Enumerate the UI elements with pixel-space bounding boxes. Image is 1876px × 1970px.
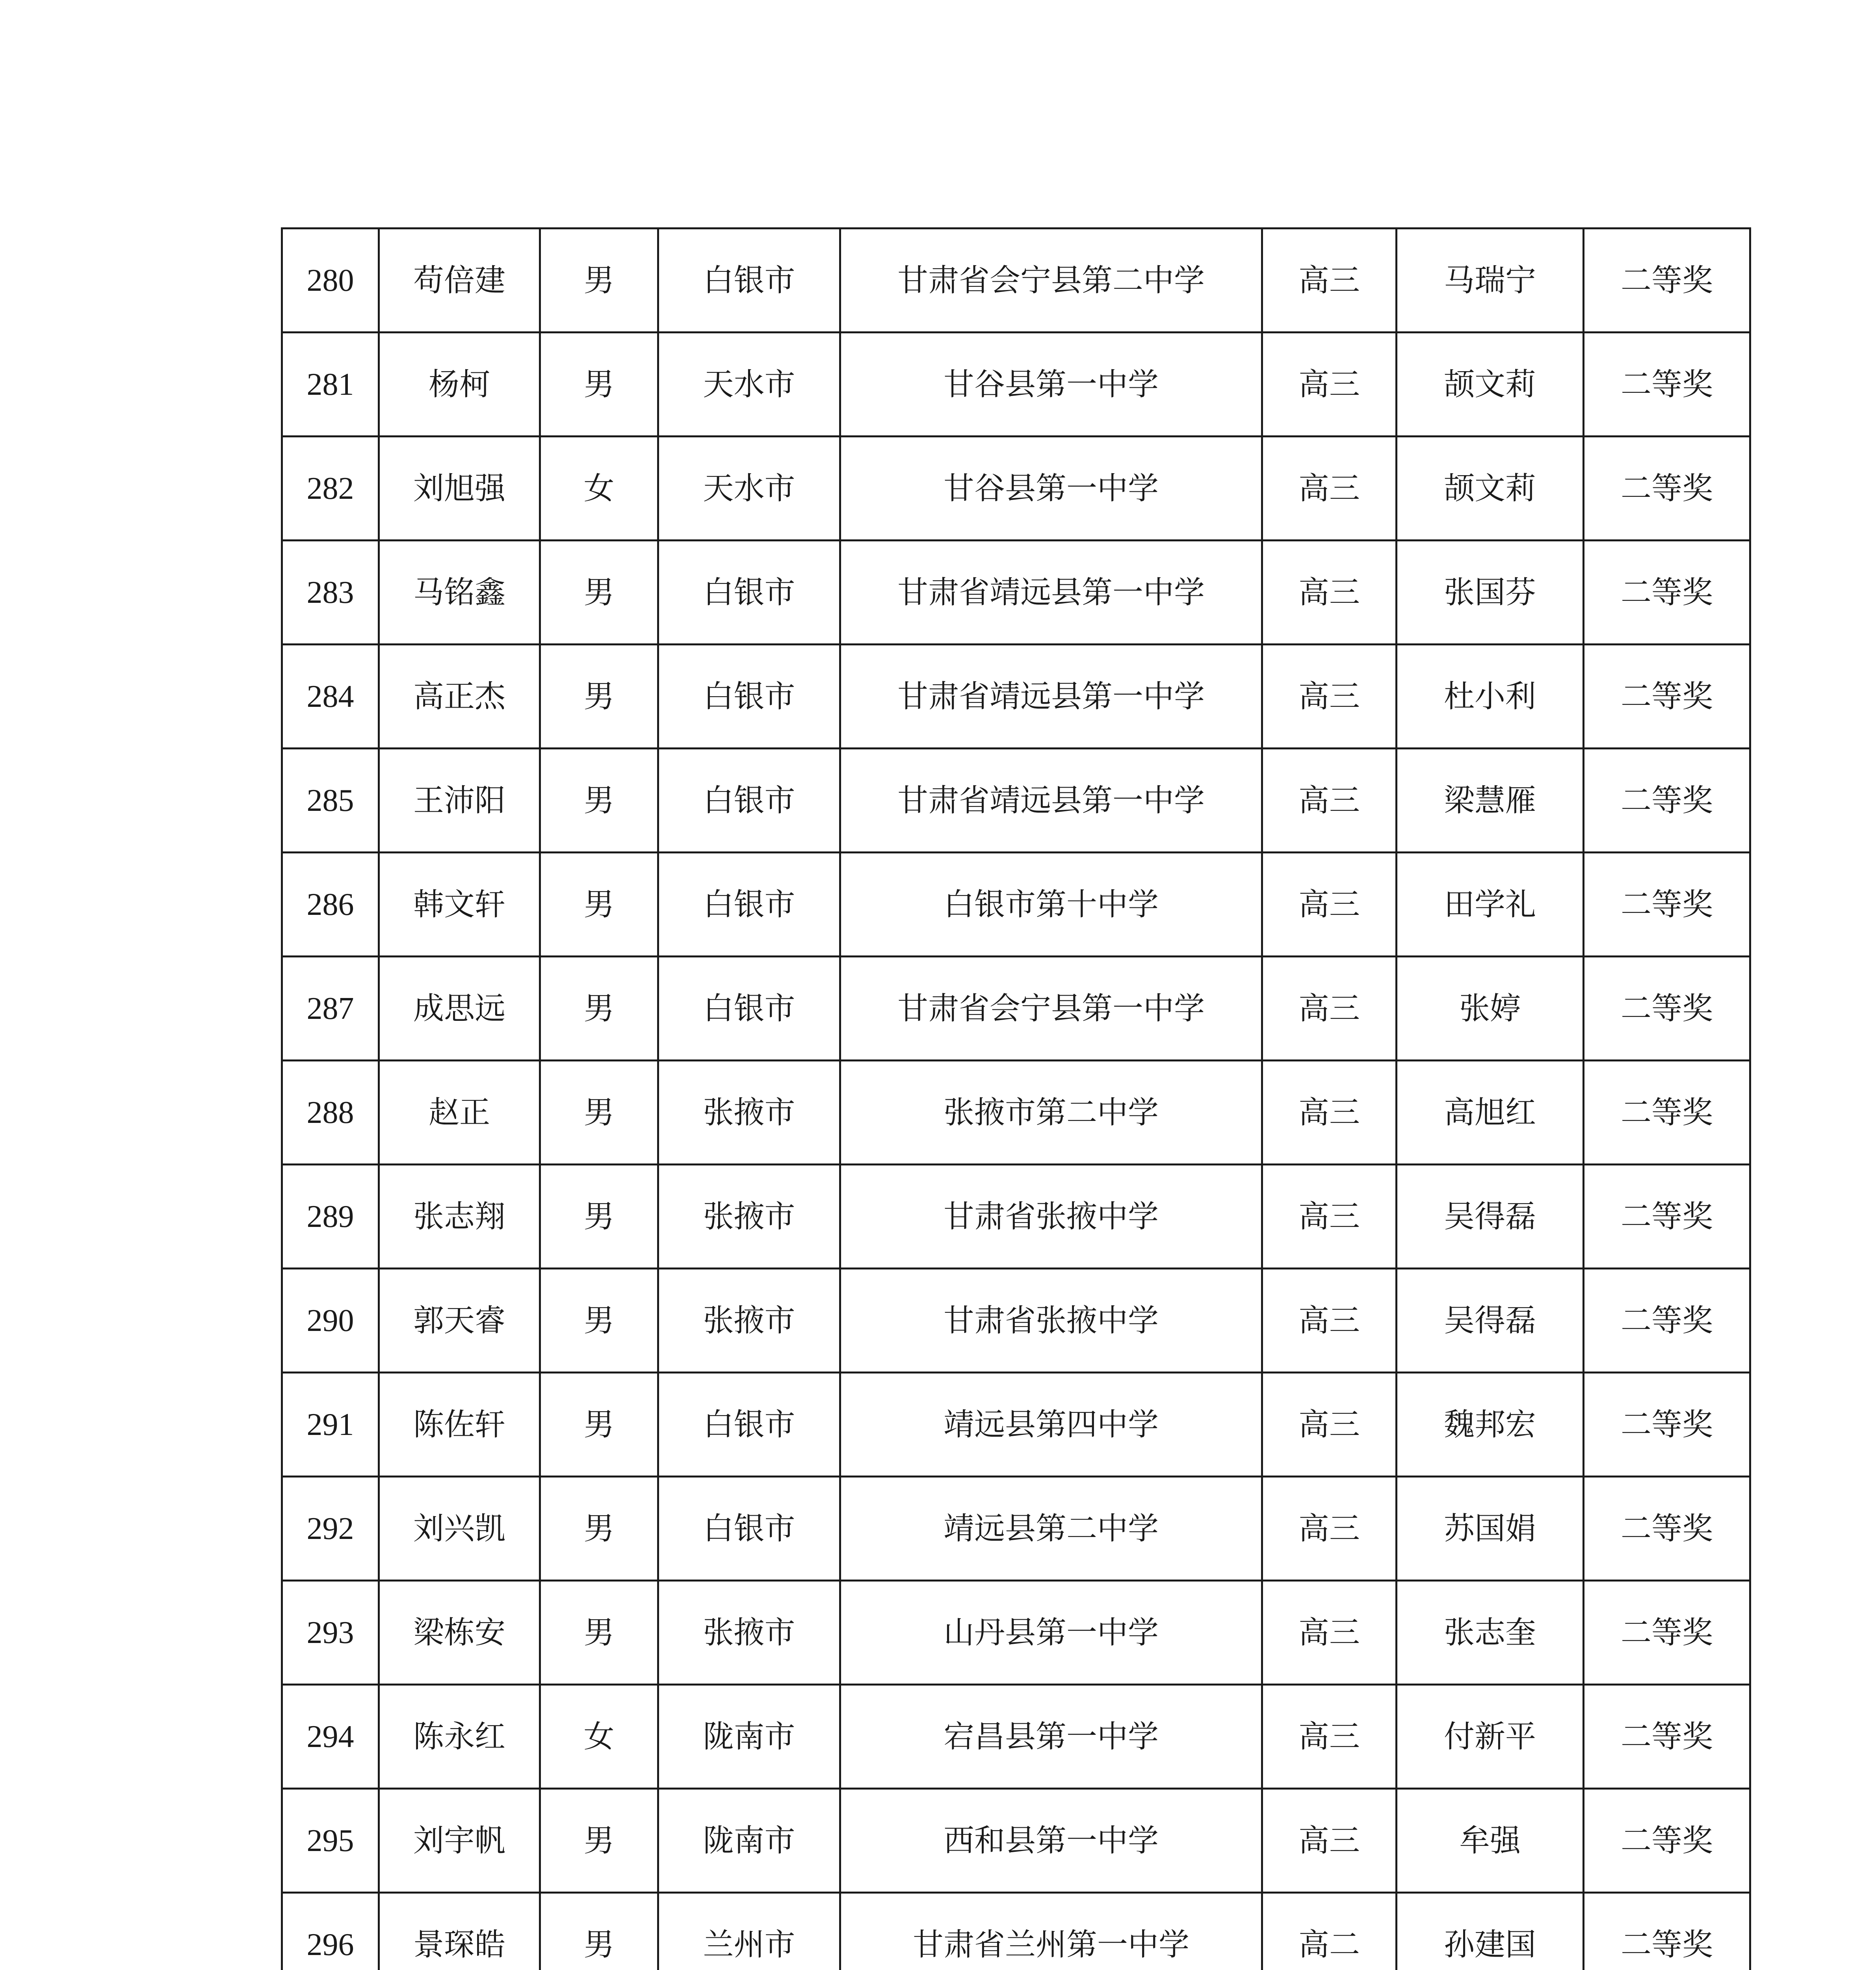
cell-teacher: 付新平 [1397, 1685, 1584, 1789]
award-list-table [281, 227, 1751, 1970]
cell-award: 二等奖 [1584, 1165, 1750, 1269]
cell-number: 285 [282, 749, 379, 853]
cell-gender: 男 [540, 1165, 658, 1269]
cell-teacher: 张婷 [1397, 957, 1584, 1061]
table-row [282, 645, 1750, 749]
cell-number: 294 [282, 1685, 379, 1789]
cell-grade: 高三 [1262, 541, 1397, 645]
cell-grade: 高三 [1262, 1581, 1397, 1685]
cell-city: 白银市 [658, 1373, 840, 1477]
cell-name: 陈永红 [379, 1685, 540, 1789]
cell-school: 山丹县第一中学 [840, 1581, 1262, 1685]
cell-city: 天水市 [658, 437, 840, 541]
table-row [282, 1893, 1750, 1970]
cell-grade: 高三 [1262, 333, 1397, 437]
cell-award: 二等奖 [1584, 1373, 1750, 1477]
cell-award: 二等奖 [1584, 749, 1750, 853]
cell-school: 宕昌县第一中学 [840, 1685, 1262, 1789]
cell-teacher: 张国芬 [1397, 541, 1584, 645]
cell-gender: 男 [540, 1477, 658, 1581]
cell-city: 兰州市 [658, 1893, 840, 1970]
cell-number: 293 [282, 1581, 379, 1685]
cell-award: 二等奖 [1584, 1685, 1750, 1789]
table-row [282, 1373, 1750, 1477]
cell-city: 张掖市 [658, 1269, 840, 1373]
cell-gender: 男 [540, 853, 658, 957]
cell-name: 马铭鑫 [379, 541, 540, 645]
cell-school: 张掖市第二中学 [840, 1061, 1262, 1165]
cell-school: 甘谷县第一中学 [840, 437, 1262, 541]
table-row [282, 541, 1750, 645]
table-row [282, 749, 1750, 853]
cell-gender: 男 [540, 1269, 658, 1373]
cell-school: 甘肃省兰州第一中学 [840, 1893, 1262, 1970]
cell-teacher: 梁慧雁 [1397, 749, 1584, 853]
table-row [282, 853, 1750, 957]
cell-name: 张志翔 [379, 1165, 540, 1269]
cell-number: 292 [282, 1477, 379, 1581]
cell-school: 甘肃省张掖中学 [840, 1165, 1262, 1269]
cell-city: 白银市 [658, 541, 840, 645]
cell-gender: 男 [540, 957, 658, 1061]
table-row [282, 957, 1750, 1061]
cell-teacher: 吴得磊 [1397, 1269, 1584, 1373]
cell-gender: 男 [540, 1789, 658, 1893]
cell-name: 郭天睿 [379, 1269, 540, 1373]
cell-gender: 男 [540, 541, 658, 645]
cell-award: 二等奖 [1584, 1269, 1750, 1373]
cell-name: 刘旭强 [379, 437, 540, 541]
cell-name: 梁栋安 [379, 1581, 540, 1685]
cell-school: 甘谷县第一中学 [840, 333, 1262, 437]
cell-award: 二等奖 [1584, 1061, 1750, 1165]
cell-number: 296 [282, 1893, 379, 1970]
cell-grade: 高三 [1262, 957, 1397, 1061]
cell-school: 甘肃省靖远县第一中学 [840, 541, 1262, 645]
table-row [282, 1269, 1750, 1373]
cell-grade: 高三 [1262, 1685, 1397, 1789]
table-row [282, 333, 1750, 437]
cell-city: 张掖市 [658, 1581, 840, 1685]
cell-teacher: 颉文莉 [1397, 333, 1584, 437]
cell-award: 二等奖 [1584, 437, 1750, 541]
cell-award: 二等奖 [1584, 853, 1750, 957]
cell-teacher: 孙建国 [1397, 1893, 1584, 1970]
table-row [282, 1165, 1750, 1269]
cell-gender: 男 [540, 229, 658, 333]
cell-city: 白银市 [658, 1477, 840, 1581]
cell-number: 289 [282, 1165, 379, 1269]
table-row [282, 1581, 1750, 1685]
cell-teacher: 吴得磊 [1397, 1165, 1584, 1269]
cell-gender: 女 [540, 437, 658, 541]
cell-award: 二等奖 [1584, 541, 1750, 645]
cell-award: 二等奖 [1584, 1893, 1750, 1970]
cell-grade: 高三 [1262, 1373, 1397, 1477]
cell-teacher: 牟强 [1397, 1789, 1584, 1893]
table-row [282, 437, 1750, 541]
cell-number: 281 [282, 333, 379, 437]
cell-city: 白银市 [658, 853, 840, 957]
cell-teacher: 苏国娟 [1397, 1477, 1584, 1581]
cell-number: 282 [282, 437, 379, 541]
cell-city: 天水市 [658, 333, 840, 437]
cell-grade: 高三 [1262, 1269, 1397, 1373]
cell-number: 283 [282, 541, 379, 645]
cell-teacher: 张志奎 [1397, 1581, 1584, 1685]
cell-grade: 高三 [1262, 1789, 1397, 1893]
cell-award: 二等奖 [1584, 957, 1750, 1061]
cell-grade: 高三 [1262, 749, 1397, 853]
cell-name: 陈佐轩 [379, 1373, 540, 1477]
cell-name: 景琛皓 [379, 1893, 540, 1970]
cell-teacher: 马瑞宁 [1397, 229, 1584, 333]
cell-award: 二等奖 [1584, 333, 1750, 437]
cell-gender: 女 [540, 1685, 658, 1789]
cell-name: 杨柯 [379, 333, 540, 437]
cell-city: 张掖市 [658, 1165, 840, 1269]
cell-grade: 高三 [1262, 1061, 1397, 1165]
cell-teacher: 高旭红 [1397, 1061, 1584, 1165]
cell-gender: 男 [540, 1373, 658, 1477]
cell-name: 赵正 [379, 1061, 540, 1165]
table-row [282, 1477, 1750, 1581]
cell-name: 王沛阳 [379, 749, 540, 853]
cell-number: 284 [282, 645, 379, 749]
cell-teacher: 颉文莉 [1397, 437, 1584, 541]
cell-city: 张掖市 [658, 1061, 840, 1165]
cell-school: 靖远县第四中学 [840, 1373, 1262, 1477]
cell-city: 白银市 [658, 957, 840, 1061]
table-body [282, 229, 1750, 1970]
cell-grade: 高二 [1262, 1893, 1397, 1970]
cell-gender: 男 [540, 645, 658, 749]
cell-award: 二等奖 [1584, 645, 1750, 749]
cell-number: 280 [282, 229, 379, 333]
cell-number: 286 [282, 853, 379, 957]
cell-city: 白银市 [658, 749, 840, 853]
cell-number: 290 [282, 1269, 379, 1373]
table-row [282, 229, 1750, 333]
cell-school: 甘肃省靖远县第一中学 [840, 645, 1262, 749]
cell-grade: 高三 [1262, 645, 1397, 749]
cell-award: 二等奖 [1584, 1477, 1750, 1581]
cell-name: 刘宇帆 [379, 1789, 540, 1893]
cell-gender: 男 [540, 333, 658, 437]
cell-city: 白银市 [658, 645, 840, 749]
cell-teacher: 田学礼 [1397, 853, 1584, 957]
cell-award: 二等奖 [1584, 229, 1750, 333]
cell-school: 白银市第十中学 [840, 853, 1262, 957]
cell-number: 288 [282, 1061, 379, 1165]
cell-school: 西和县第一中学 [840, 1789, 1262, 1893]
cell-city: 陇南市 [658, 1685, 840, 1789]
cell-city: 陇南市 [658, 1789, 840, 1893]
cell-school: 靖远县第二中学 [840, 1477, 1262, 1581]
cell-gender: 男 [540, 1581, 658, 1685]
cell-gender: 男 [540, 1061, 658, 1165]
cell-grade: 高三 [1262, 229, 1397, 333]
cell-name: 苟倍建 [379, 229, 540, 333]
table-row [282, 1789, 1750, 1893]
cell-school: 甘肃省会宁县第一中学 [840, 957, 1262, 1061]
cell-name: 刘兴凯 [379, 1477, 540, 1581]
cell-award: 二等奖 [1584, 1789, 1750, 1893]
table-row [282, 1685, 1750, 1789]
cell-city: 白银市 [658, 229, 840, 333]
cell-school: 甘肃省会宁县第二中学 [840, 229, 1262, 333]
cell-number: 291 [282, 1373, 379, 1477]
cell-award: 二等奖 [1584, 1581, 1750, 1685]
cell-teacher: 魏邦宏 [1397, 1373, 1584, 1477]
cell-teacher: 杜小利 [1397, 645, 1584, 749]
cell-name: 高正杰 [379, 645, 540, 749]
cell-number: 287 [282, 957, 379, 1061]
cell-grade: 高三 [1262, 853, 1397, 957]
cell-number: 295 [282, 1789, 379, 1893]
cell-grade: 高三 [1262, 1477, 1397, 1581]
cell-grade: 高三 [1262, 437, 1397, 541]
cell-school: 甘肃省靖远县第一中学 [840, 749, 1262, 853]
table-row [282, 1061, 1750, 1165]
cell-gender: 男 [540, 749, 658, 853]
cell-gender: 男 [540, 1893, 658, 1970]
cell-name: 成思远 [379, 957, 540, 1061]
cell-school: 甘肃省张掖中学 [840, 1269, 1262, 1373]
cell-grade: 高三 [1262, 1165, 1397, 1269]
cell-name: 韩文轩 [379, 853, 540, 957]
